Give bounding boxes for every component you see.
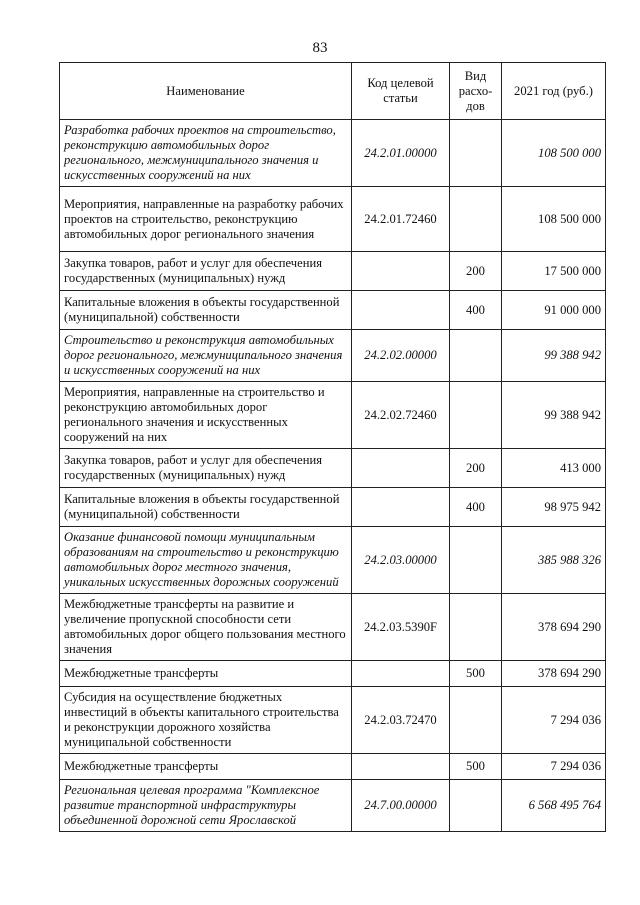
page-number: 83 xyxy=(312,40,328,56)
budget-table xyxy=(59,62,606,832)
table-row xyxy=(60,661,606,687)
row-code: 24.2.03.00000 xyxy=(352,527,450,594)
row-amount: 413 000 xyxy=(502,449,606,488)
table-row xyxy=(60,120,606,187)
row-name: Капитальные вложения в объекты государственной (муниципальной) собственности xyxy=(60,291,352,330)
row-code xyxy=(352,449,450,488)
row-amount: 7 294 036 xyxy=(502,754,606,780)
row-code xyxy=(352,252,450,291)
row-expense-type: 400 xyxy=(450,291,502,330)
table-row xyxy=(60,187,606,252)
row-code: 24.2.02.00000 xyxy=(352,330,450,382)
table-header-row xyxy=(60,63,606,120)
row-name: Разработка рабочих проектов на строительство, реконструкцию автомобильных дорог регионального, межмуниципального значения и искусственных сооружений на них xyxy=(60,120,352,187)
row-code xyxy=(352,754,450,780)
header-name: Наименование xyxy=(60,63,352,120)
row-expense-type xyxy=(450,687,502,754)
row-amount: 378 694 290 xyxy=(502,661,606,687)
row-code: 24.2.01.00000 xyxy=(352,120,450,187)
row-expense-type xyxy=(450,527,502,594)
row-expense-type xyxy=(450,594,502,661)
table-row xyxy=(60,687,606,754)
row-expense-type: 500 xyxy=(450,661,502,687)
row-name: Мероприятия, направленные на разработку рабочих проектов на строительство, реконструкцию автомобильных дорог регионального значения xyxy=(60,187,352,252)
row-amount: 7 294 036 xyxy=(502,687,606,754)
row-amount: 99 388 942 xyxy=(502,382,606,449)
row-name: Субсидия на осуществление бюджетных инвестиций в объекты капитального строительства и реконструкции дорожного хозяйства муниципальной собственности xyxy=(60,687,352,754)
row-expense-type xyxy=(450,382,502,449)
table-row xyxy=(60,488,606,527)
row-amount: 378 694 290 xyxy=(502,594,606,661)
row-expense-type: 500 xyxy=(450,754,502,780)
table-row xyxy=(60,330,606,382)
row-code: 24.2.03.72470 xyxy=(352,687,450,754)
row-name: Закупка товаров, работ и услуг для обеспечения государственных (муниципальных) нужд xyxy=(60,449,352,488)
table-row xyxy=(60,527,606,594)
row-amount: 17 500 000 xyxy=(502,252,606,291)
table-row xyxy=(60,594,606,661)
row-code: 24.7.00.00000 xyxy=(352,780,450,832)
row-name: Оказание финансовой помощи муниципальным образованиям на строительство и реконструкцию автомобильных дорог местного значения, уникальных искусственных дорожных сооружений xyxy=(60,527,352,594)
table-row xyxy=(60,780,606,832)
table-row xyxy=(60,382,606,449)
row-expense-type: 400 xyxy=(450,488,502,527)
row-name: Капитальные вложения в объекты государственной (муниципальной) собственности xyxy=(60,488,352,527)
row-amount: 108 500 000 xyxy=(502,187,606,252)
row-name: Межбюджетные трансферты xyxy=(60,754,352,780)
row-code xyxy=(352,661,450,687)
row-code xyxy=(352,291,450,330)
row-name: Закупка товаров, работ и услуг для обеспечения государственных (муниципальных) нужд xyxy=(60,252,352,291)
row-amount: 6 568 495 764 xyxy=(502,780,606,832)
header-code: Код целевой статьи xyxy=(352,63,450,120)
row-code xyxy=(352,488,450,527)
row-name: Межбюджетные трансферты на развитие и увеличение пропускной способности сети автомобильных дорог общего пользования местного значения xyxy=(60,594,352,661)
row-amount: 99 388 942 xyxy=(502,330,606,382)
row-expense-type xyxy=(450,120,502,187)
row-expense-type xyxy=(450,187,502,252)
row-name: Региональная целевая программа "Комплексное развитие транспортной инфраструктуры объединенной дорожной сети Ярославской xyxy=(60,780,352,832)
header-expense-type: Вид расхо-дов xyxy=(450,63,502,120)
row-name: Мероприятия, направленные на строительство и реконструкцию автомобильных дорог регионального значения и искусственных сооружений на них xyxy=(60,382,352,449)
row-amount: 98 975 942 xyxy=(502,488,606,527)
row-expense-type: 200 xyxy=(450,252,502,291)
header-amount: 2021 год (руб.) xyxy=(502,63,606,120)
row-amount: 385 988 326 xyxy=(502,527,606,594)
row-name: Межбюджетные трансферты xyxy=(60,661,352,687)
table-row xyxy=(60,449,606,488)
row-amount: 91 000 000 xyxy=(502,291,606,330)
row-expense-type: 200 xyxy=(450,449,502,488)
row-code: 24.2.03.5390F xyxy=(352,594,450,661)
table-row xyxy=(60,754,606,780)
row-expense-type xyxy=(450,780,502,832)
table-row xyxy=(60,252,606,291)
row-name: Строительство и реконструкция автомобильных дорог регионального, межмуниципального значения и искусственных сооружений на них xyxy=(60,330,352,382)
row-code: 24.2.02.72460 xyxy=(352,382,450,449)
row-code: 24.2.01.72460 xyxy=(352,187,450,252)
row-amount: 108 500 000 xyxy=(502,120,606,187)
table-row xyxy=(60,291,606,330)
row-expense-type xyxy=(450,330,502,382)
